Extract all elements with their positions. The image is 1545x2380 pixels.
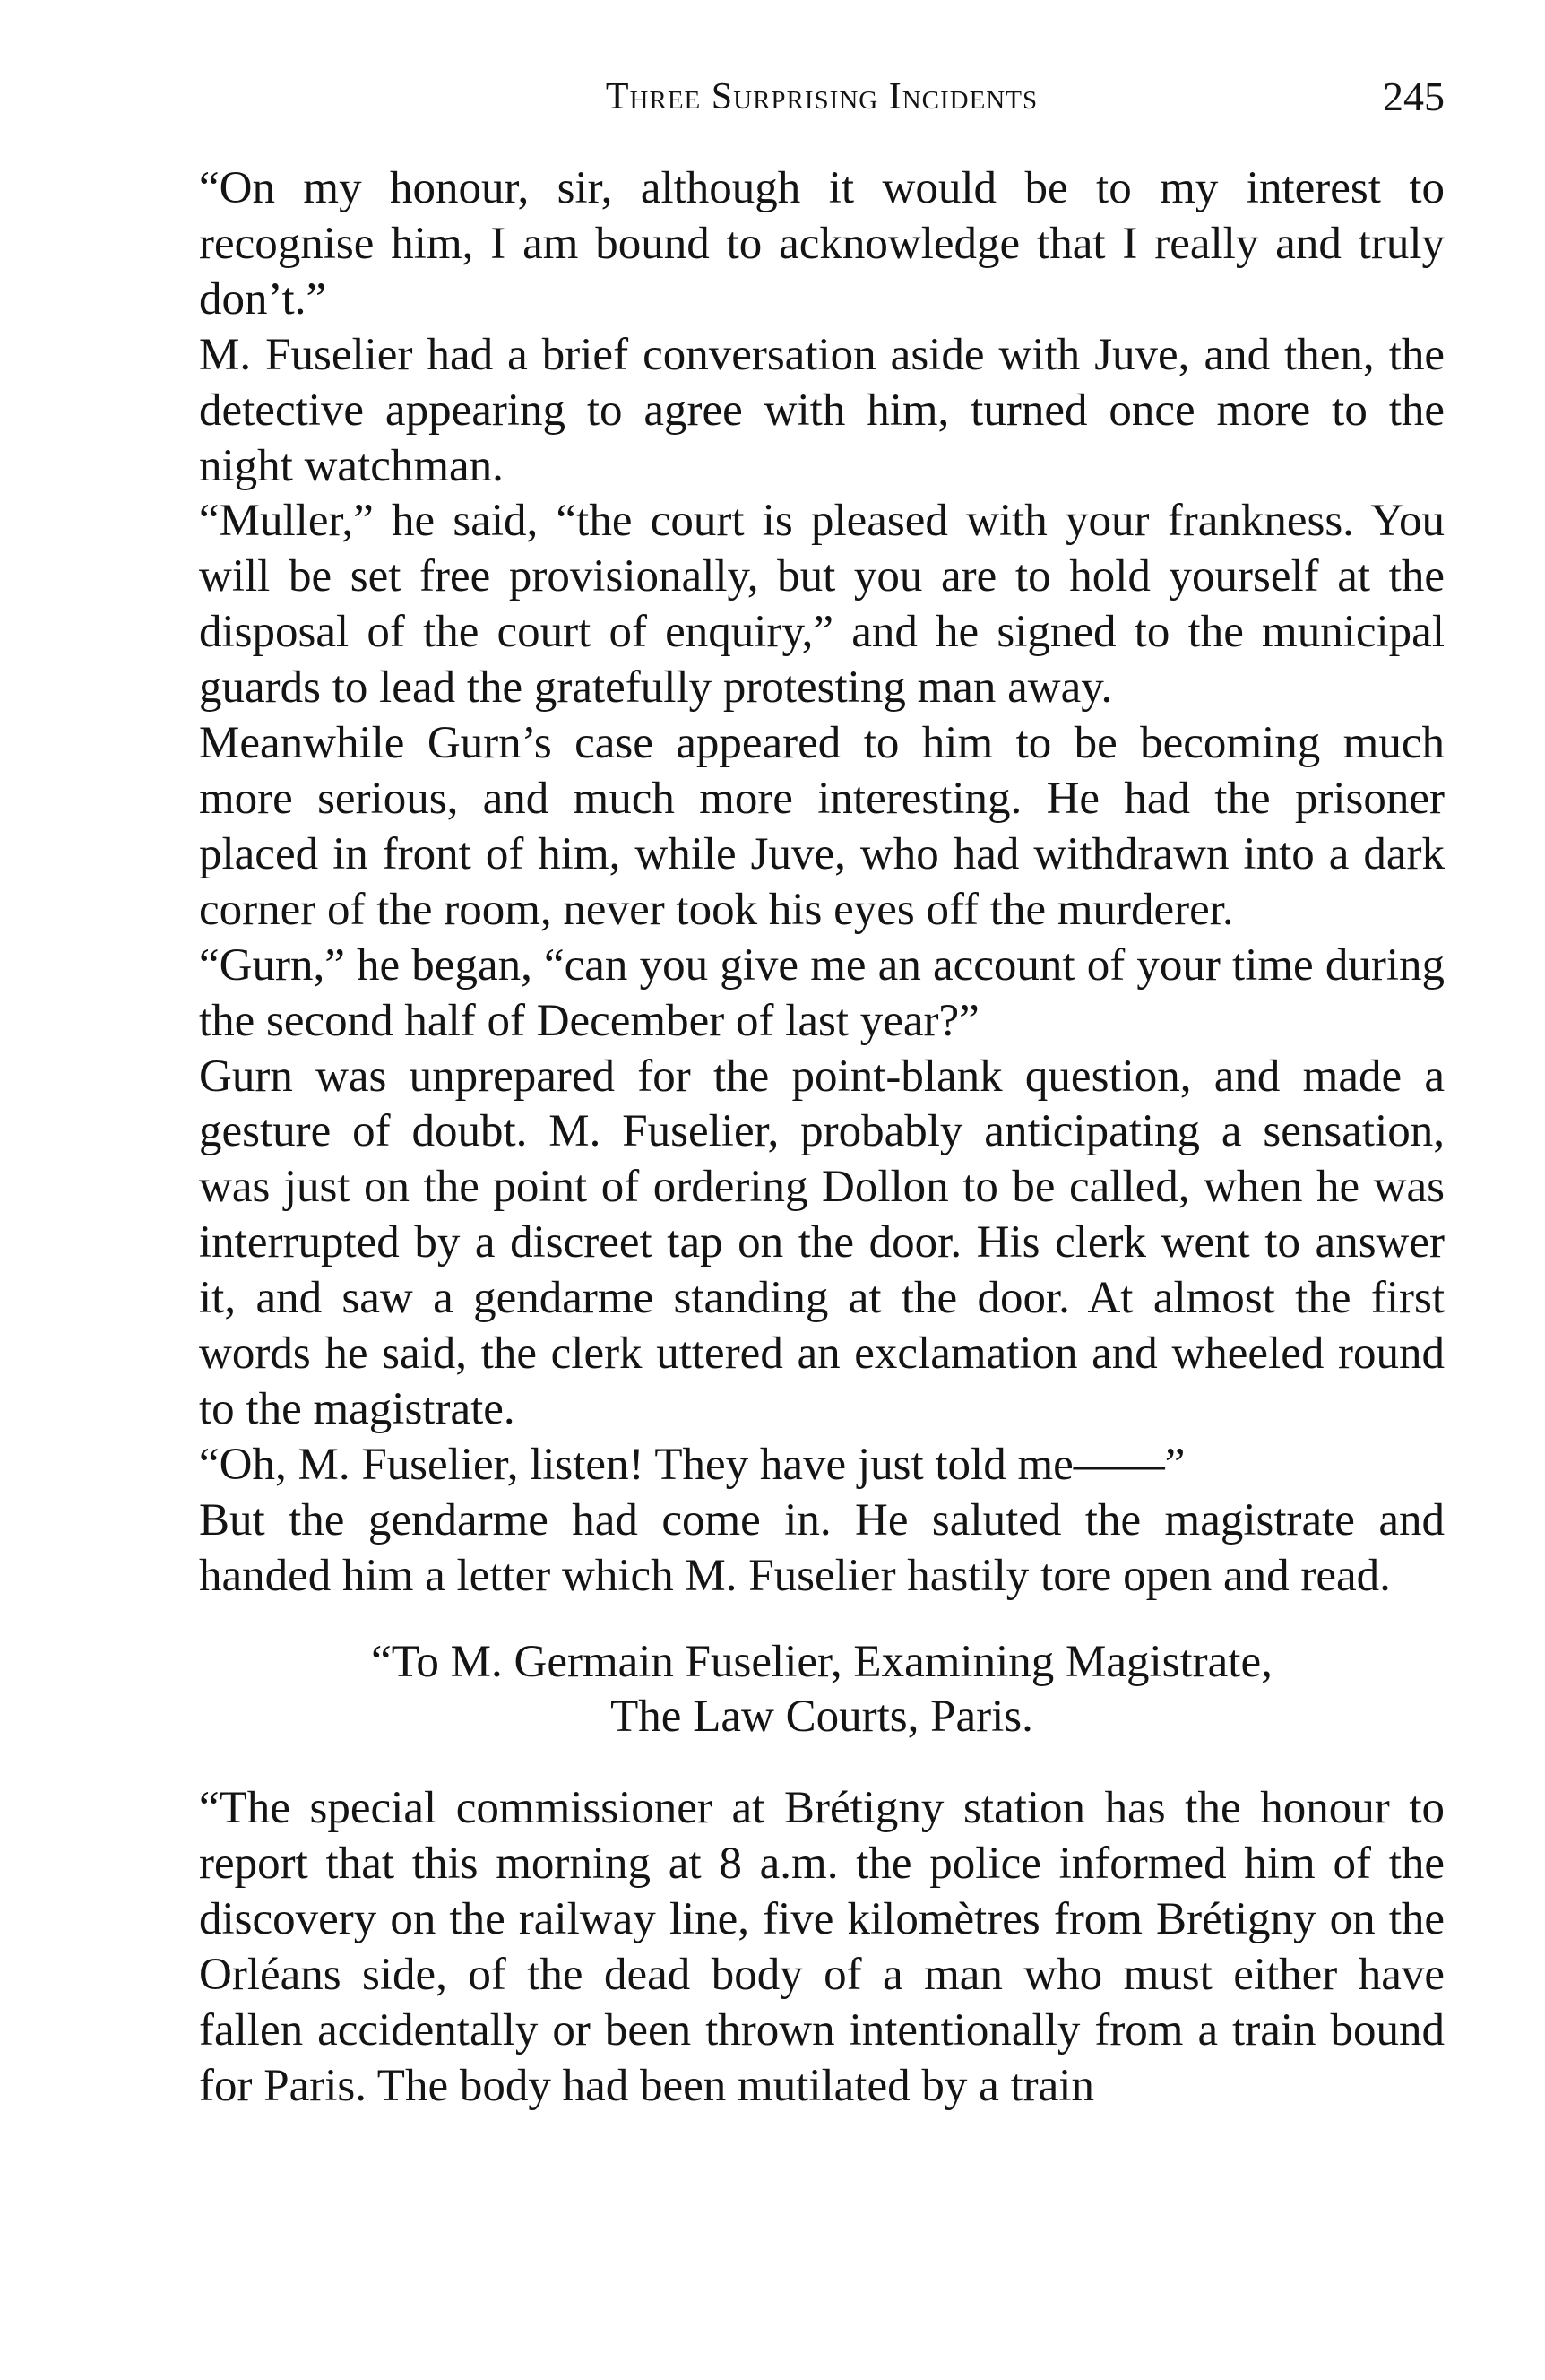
- paragraph-5: “Gurn,” he began, “can you give me an account of your time during the second half of December of last year?”: [199, 939, 1445, 1046]
- letter-address-line-2: The Law Courts, Paris.: [610, 1692, 1033, 1743]
- paragraph-7: “Oh, M. Fuselier, listen! They have just told me——”: [199, 1439, 1186, 1490]
- letter-address: [199, 1635, 1445, 1746]
- paragraph-8: But the gendarme had come in. He saluted the magistrate and handed him a letter which M. Fuselier hastily tore open and read.: [199, 1494, 1445, 1601]
- paragraph-3: “Muller,” he said, “the court is pleased with your frankness. You will be set free provisionally, but you are to hold yourself at the disposal of the court of enquiry,” and he signed to the municipal guards to lead the gratefully protesting man away.: [199, 496, 1445, 714]
- paragraph-1: “On my honour, sir, although it would be to my interest to recognise him, I am bound to acknowledge that I really and truly don’t.”: [199, 163, 1445, 325]
- paragraph-6: Gurn was unprepared for the point-blank question, and made a gesture of doubt. M. Fuselier, probably anticipating a sensation, was just on the point of ordering Dollon to be called, when he was interrupted by a discreet tap on the door. His clerk went to answer it, and saw a gendarme standing at the door. At almost the first words he said, the clerk uttered an exclamation and wheeled round to the magistrate.: [199, 1051, 1445, 1434]
- running-header: [199, 70, 1445, 124]
- page-number: 245: [1383, 74, 1445, 119]
- paragraph-4: Meanwhile Gurn’s case appeared to him to be becoming much more serious, and much more interesting. He had the prisoner placed in front of him, while Juve, who had withdrawn into a dark corner of the room, never took his eyes off the murderer.: [199, 718, 1445, 935]
- letter-address-line-1: “To M. Germain Fuselier, Examining Magistrate,: [371, 1636, 1273, 1687]
- letter-body: “The special commissioner at Brétigny station has the honour to report that this morning at 8 a.m. the police informed him of the discovery on the railway line, five kilomètres from Brétigny on the Orléans side, of the dead body of a man who must either have fallen accidentally or been thrown intentionally from a train bound for Paris. The body had been mutilated by a train: [199, 1783, 1445, 2111]
- body-text: [199, 161, 1445, 2115]
- paragraph-2: M. Fuselier had a brief conversation aside with Juve, and then, the detective appearing to agree with him, turned once more to the night watchman.: [199, 329, 1445, 491]
- chapter-title: Three Surprising Incidents: [605, 76, 1039, 117]
